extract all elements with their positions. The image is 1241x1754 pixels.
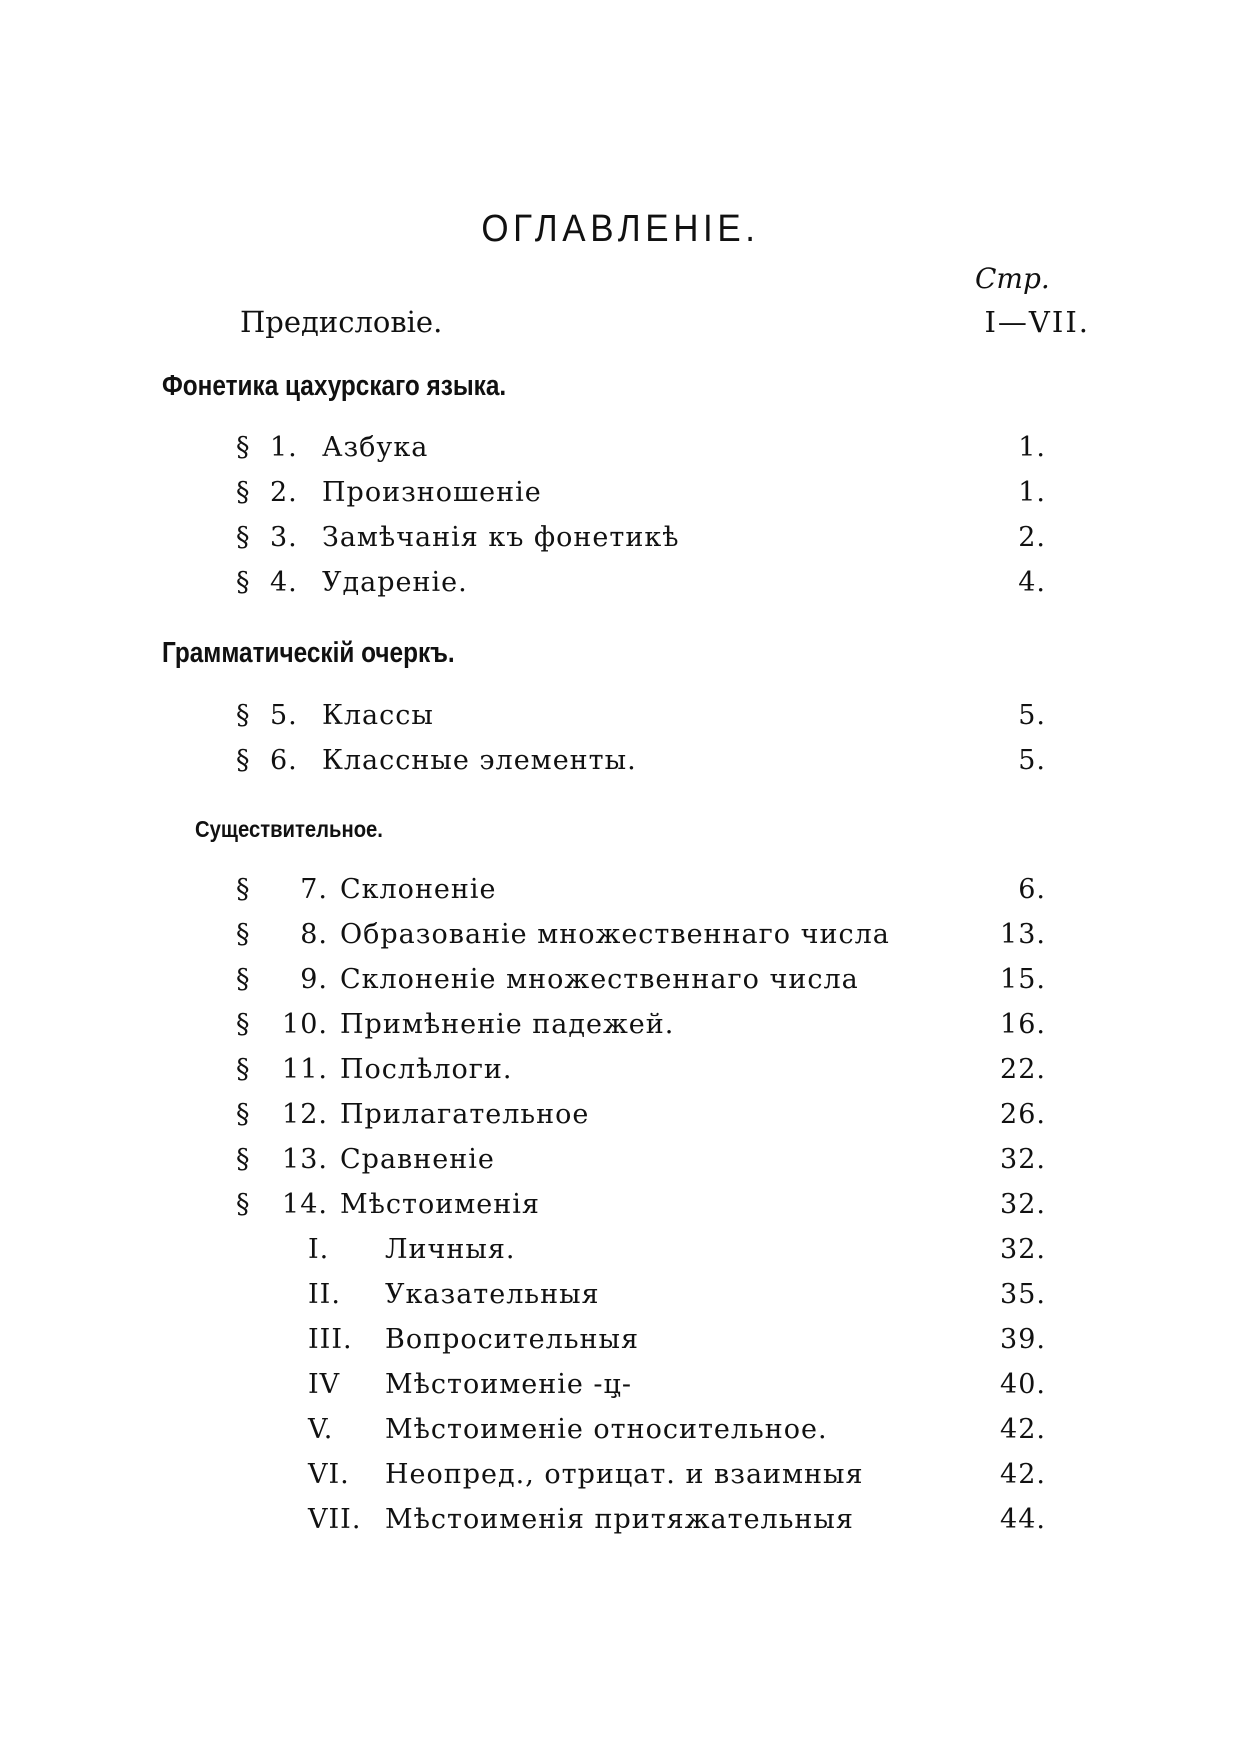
page-title: ОГЛАВЛЕНІЕ. <box>481 208 760 250</box>
entry-title: Классные элементы. <box>322 745 637 776</box>
entry-title: Вопросительныя <box>385 1324 640 1355</box>
toc-row <box>0 1099 1241 1135</box>
toc-row <box>0 1189 1241 1225</box>
entry-title: Удареніе. <box>322 567 468 598</box>
entry-title: Мѣстоименія притяжательныя <box>385 1504 854 1535</box>
entry-number: 10. <box>282 1009 328 1040</box>
entry-page: 40. <box>1000 1369 1046 1400</box>
entry-number: 2. <box>270 477 298 508</box>
entry-title: Мѣстоименіе -ц̧- <box>385 1369 633 1400</box>
toc-row <box>0 874 1241 910</box>
toc-row <box>0 745 1241 781</box>
entry-title: Образованіе множественнаго числа <box>340 919 890 950</box>
entry-page: 32. <box>1000 1234 1046 1265</box>
section-heading-grammar: Грамматическій очеркъ. <box>162 637 455 669</box>
entry-title: Склоненіе множественнаго числа <box>340 964 859 995</box>
roman-number: I. <box>308 1234 330 1265</box>
entry-title: Указательныя <box>385 1279 600 1310</box>
pronoun-row <box>0 1279 1241 1315</box>
entry-title: Личныя. <box>385 1234 516 1265</box>
entry-page: 4. <box>1018 567 1046 598</box>
entry-number: 11. <box>282 1054 328 1085</box>
roman-number: IV <box>308 1369 341 1400</box>
entry-page: 39. <box>1000 1324 1046 1355</box>
entry-title: Послѣлоги. <box>340 1054 513 1085</box>
entry-number: 4. <box>270 567 298 598</box>
entry-page: 16. <box>1000 1009 1046 1040</box>
entry-page: 5. <box>1018 700 1046 731</box>
entry-number: 7. <box>300 874 328 905</box>
roman-number: V. <box>308 1414 334 1445</box>
section-sign: § <box>236 919 251 950</box>
section-heading-phonetics: Фонетика цахурскаго языка. <box>162 370 507 402</box>
pronoun-row <box>0 1459 1241 1495</box>
section-sign: § <box>236 700 251 731</box>
toc-row <box>0 1054 1241 1090</box>
entry-number: 8. <box>300 919 328 950</box>
pronoun-row <box>0 1369 1241 1405</box>
entry-page: 6. <box>1018 874 1046 905</box>
entry-number: 1. <box>270 432 298 463</box>
entry-title: Неопред., отрицат. и взаимныя <box>385 1459 864 1490</box>
roman-number: II. <box>308 1279 341 1310</box>
entry-page: 32. <box>1000 1144 1046 1175</box>
toc-row <box>0 919 1241 955</box>
entry-number: 3. <box>270 522 298 553</box>
entry-page: 44. <box>1000 1504 1046 1535</box>
toc-row <box>0 964 1241 1000</box>
toc-row <box>0 1144 1241 1180</box>
entry-number: 5. <box>270 700 298 731</box>
toc-row <box>0 1009 1241 1045</box>
entry-page: 42. <box>1000 1414 1046 1445</box>
section-sign: § <box>236 477 251 508</box>
entry-title: Примѣненіе падежей. <box>340 1009 675 1040</box>
entry-title: Склоненіе <box>340 874 497 905</box>
entry-page: 1. <box>1018 432 1046 463</box>
section-sign: § <box>236 964 251 995</box>
entry-title: Азбука <box>322 432 429 463</box>
entry-number: 6. <box>270 745 298 776</box>
preface-page: I—VII. <box>984 305 1090 339</box>
entry-number: 13. <box>282 1144 328 1175</box>
section-sign: § <box>236 745 251 776</box>
section-sign: § <box>236 522 251 553</box>
entry-page: 22. <box>1000 1054 1046 1085</box>
pronoun-row <box>0 1234 1241 1270</box>
toc-row <box>0 432 1241 468</box>
entry-page: 5. <box>1018 745 1046 776</box>
entry-title: Произношеніе <box>322 477 542 508</box>
pronoun-row <box>0 1324 1241 1360</box>
section-sign: § <box>236 432 251 463</box>
section-sign: § <box>236 874 251 905</box>
section-sign: § <box>236 1099 251 1130</box>
toc-row <box>0 567 1241 603</box>
pronoun-row <box>0 1504 1241 1540</box>
entry-page: 2. <box>1018 522 1046 553</box>
toc-row <box>0 477 1241 513</box>
entry-page: 13. <box>1000 919 1046 950</box>
entry-number: 9. <box>300 964 328 995</box>
entry-number: 12. <box>282 1099 328 1130</box>
entry-page: 26. <box>1000 1099 1046 1130</box>
entry-title: Сравненіе <box>340 1144 495 1175</box>
entry-page: 35. <box>1000 1279 1046 1310</box>
entry-title: Прилагательное <box>340 1099 590 1130</box>
section-sign: § <box>236 1189 251 1220</box>
entry-number: 14. <box>282 1189 328 1220</box>
section-sign: § <box>236 567 251 598</box>
toc-row <box>0 700 1241 736</box>
pronoun-row <box>0 1414 1241 1450</box>
entry-page: 15. <box>1000 964 1046 995</box>
entry-title: Классы <box>322 700 434 731</box>
section-sign: § <box>236 1144 251 1175</box>
entry-title: Мѣстоименіе относительное. <box>385 1414 828 1445</box>
preface-label: Предисловіе. <box>240 305 443 339</box>
entry-title: Замѣчанія къ фонетикѣ <box>322 522 680 553</box>
section-sign: § <box>236 1009 251 1040</box>
roman-number: III. <box>308 1324 353 1355</box>
entry-page: 1. <box>1018 477 1046 508</box>
subsection-heading-noun: Существительное. <box>195 816 383 842</box>
page-column-header: Стр. <box>975 262 1050 295</box>
toc-row <box>0 522 1241 558</box>
entry-title: Мѣстоименія <box>340 1189 540 1220</box>
roman-number: VI. <box>308 1459 350 1490</box>
entry-page: 32. <box>1000 1189 1046 1220</box>
entry-page: 42. <box>1000 1459 1046 1490</box>
section-sign: § <box>236 1054 251 1085</box>
roman-number: VII. <box>308 1504 362 1535</box>
